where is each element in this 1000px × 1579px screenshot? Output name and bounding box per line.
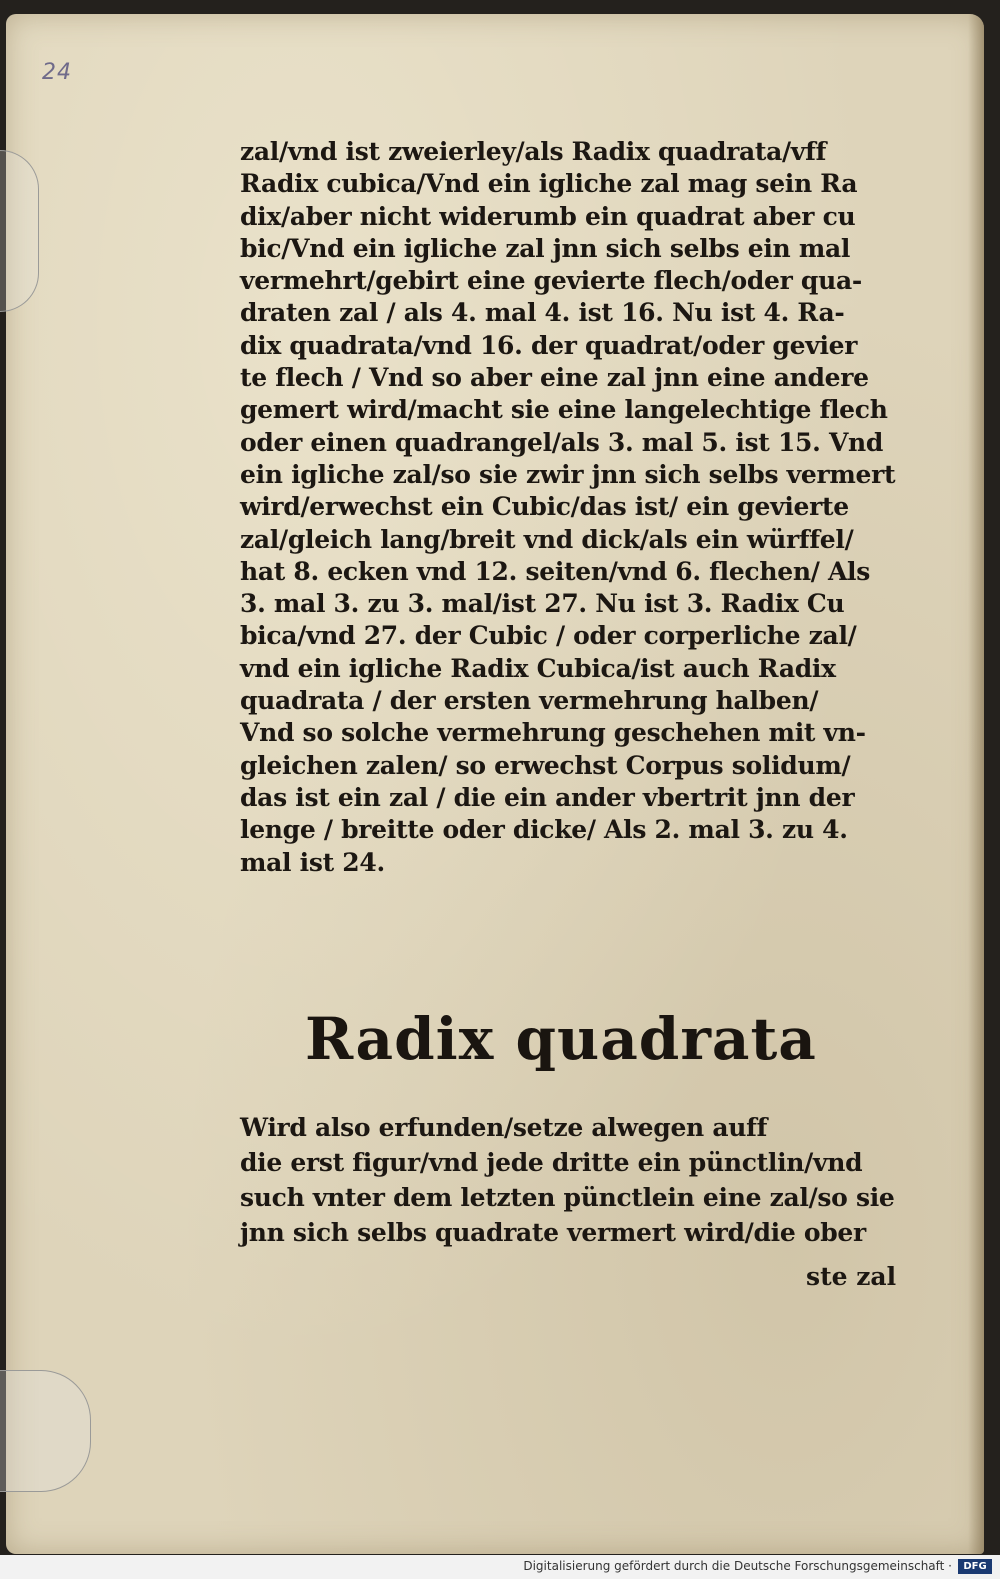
section-text — [240, 1110, 905, 1250]
text-line: 3. mal 3. zu 3. mal/ist 27. Nu ist 3. Radix Cu — [240, 589, 845, 619]
text-line: mal ist 24. — [240, 847, 385, 877]
page-tab-bottom — [0, 1370, 91, 1492]
catchword: ste zal — [806, 1262, 897, 1291]
footer-bar — [0, 1555, 1000, 1579]
dfg-logo: DFG — [958, 1559, 992, 1574]
text-line: oder einen quadrangel/als 3. mal 5. ist 15. Vnd — [240, 427, 884, 457]
text-line: die erst figur/vnd jede dritte ein pünctlin/vnd — [240, 1148, 863, 1177]
text-line: ein igliche zal/so sie zwir jnn sich selbs vermert — [240, 459, 896, 489]
page-edge-shadow — [968, 14, 984, 1554]
text-line: zal/vnd ist zweierley/als Radix quadrata/vff — [240, 137, 827, 166]
text-line: gleichen zalen/ so erwechst Corpus solidum/ — [240, 750, 851, 780]
section-heading: Radix quadrata — [305, 1005, 817, 1073]
footer-credit: Digitalisierung gefördert durch die Deutsche Forschungsgemeinschaft · — [523, 1559, 952, 1573]
text-line: zal/gleich lang/breit vnd dick/als ein würffel/ — [240, 524, 854, 554]
text-line: bica/vnd 27. der Cubic / oder corperliche zal/ — [240, 621, 857, 651]
text-line: Wird also erfunden/setze alwegen auff — [240, 1113, 768, 1142]
text-line: lenge / breitte oder dicke/ Als 2. mal 3. zu 4. — [240, 815, 848, 845]
page-tab-top — [0, 150, 39, 312]
text-line: te flech / Vnd so aber eine zal jnn eine andere — [240, 363, 869, 393]
text-line: dix quadrata/vnd 16. der quadrat/oder gevier — [240, 330, 858, 360]
text-line: dix/aber nicht widerumb ein quadrat aber cu — [240, 201, 856, 231]
text-line: wird/erwechst ein Cubic/das ist/ ein gevierte — [240, 492, 849, 522]
text-line: Radix cubica/Vnd ein igliche zal mag sein Ra — [240, 169, 858, 199]
text-line: vnd ein igliche Radix Cubica/ist auch Radix — [240, 653, 836, 683]
folio-number: 24 — [42, 60, 72, 85]
text-line: draten zal / als 4. mal 4. ist 16. Nu ist 4. Ra- — [240, 298, 845, 328]
text-line: quadrata / der ersten vermehrung halben/ — [240, 686, 819, 716]
text-line: gemert wird/macht sie eine langelechtige flech — [240, 395, 888, 425]
text-line: vermehrt/gebirt eine gevierte flech/oder qua- — [240, 266, 862, 296]
text-line: das ist ein zal / die ein ander vbertrit jnn der — [240, 782, 855, 812]
text-line: such vnter dem letzten pünctlein eine zal/so sie — [240, 1183, 895, 1212]
text-line: jnn sich selbs quadrate vermert wird/die ober — [240, 1218, 866, 1247]
text-line: hat 8. ecken vnd 12. seiten/vnd 6. flechen/ Als — [240, 556, 871, 586]
text-line: bic/Vnd ein igliche zal jnn sich selbs ein mal — [240, 233, 851, 263]
body-text — [240, 136, 905, 879]
text-line: Vnd so solche vermehrung geschehen mit vn- — [240, 718, 866, 748]
